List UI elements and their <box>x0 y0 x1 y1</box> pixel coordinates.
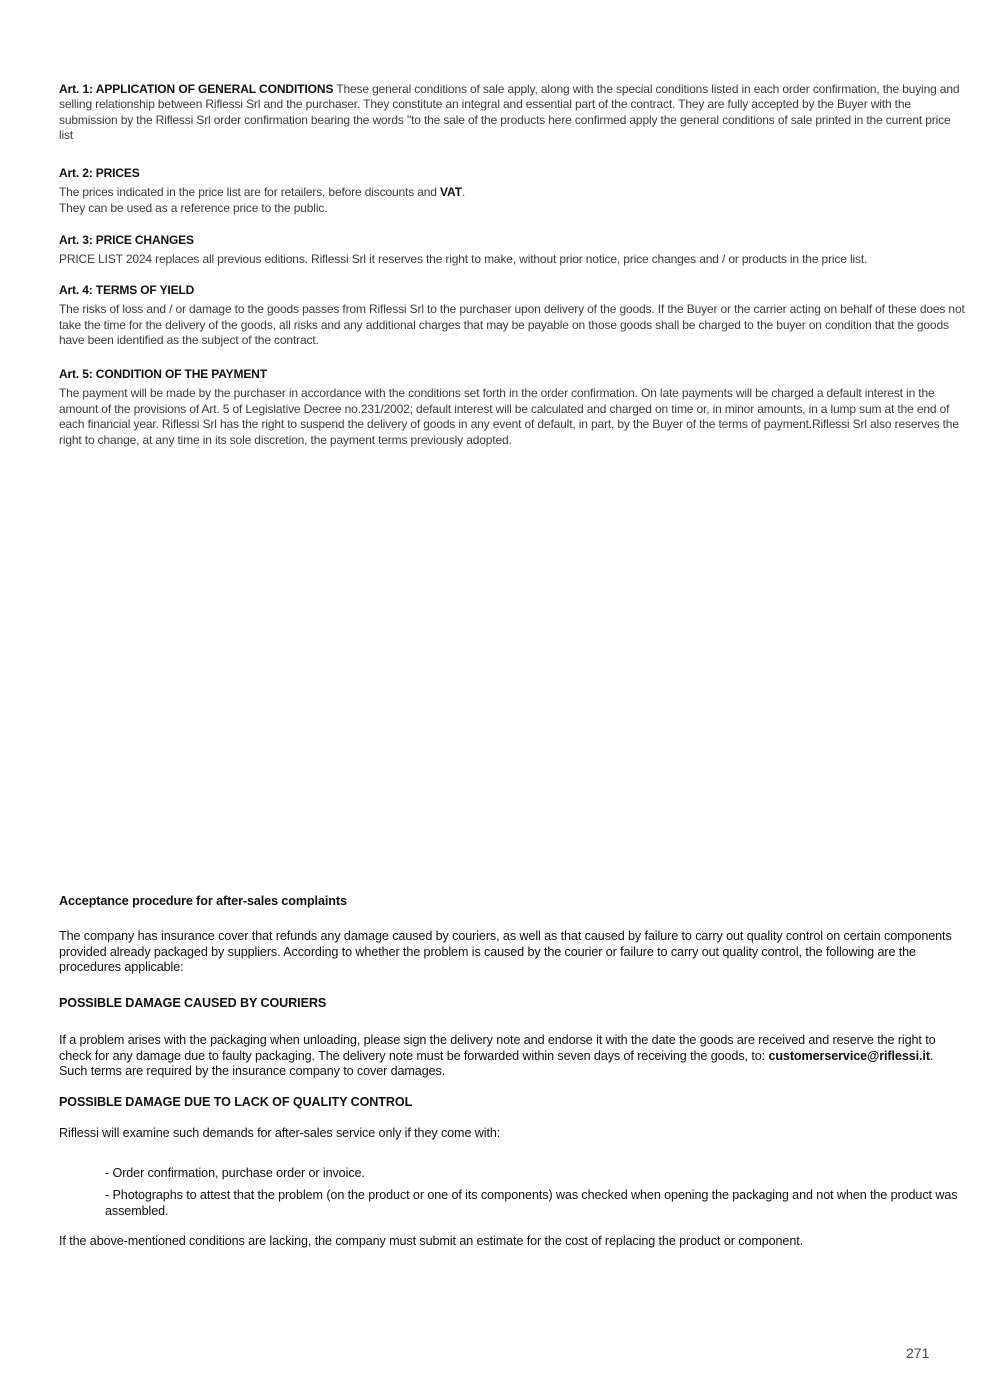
closing-text: If the above-mentioned conditions are lacking, the company must submit an estimate for the cost of replacing the product or component. <box>59 1234 804 1248</box>
couriers-text-end: . Such terms are required by the insurance company to cover damages. <box>59 1048 934 1079</box>
article-2-line1-text: The prices indicated in the price list are for retailers, before discounts and <box>59 185 441 200</box>
quality-title: POSSIBLE DAMAGE DUE TO LACK OF QUALITY CONTROL <box>59 1095 413 1109</box>
vat-label: VAT <box>440 185 462 200</box>
article-2-line1-end: . <box>461 185 466 200</box>
closing-block <box>59 1234 965 1250</box>
quality-intro-block <box>59 1126 965 1142</box>
couriers-text-block <box>59 1033 965 1080</box>
article-3-text: PRICE LIST 2024 replaces all previous editions. Riflessi Srl it reserves the right to make, without prior notice, price changes and / or products in the price list. <box>59 252 868 267</box>
article-1-text: These general conditions of sale apply, along with the special conditions listed in each order confirmation, the buying and selling relationship between Riflessi Srl and the purchaser. They constitute an integral and essential part of the contract. They are fully accepted by the Buyer with the submission by the Riflessi Srl order confirmation bearing the words "to the sale of the products here confirmed apply the general conditions of sale printed in the current price list <box>59 82 960 143</box>
complaints-title: Acceptance procedure for after-sales complaints <box>59 894 347 908</box>
article-5 <box>59 367 965 448</box>
quality-intro: Riflessi will examine such demands for after-sales service only if they come with: <box>59 1126 501 1140</box>
quality-title-block <box>59 1095 965 1111</box>
couriers-title: POSSIBLE DAMAGE CAUSED BY COURIERS <box>59 996 327 1010</box>
requirements-list-item <box>59 1166 965 1182</box>
complaints-intro: The company has insurance cover that refunds any damage caused by couriers, as well as that caused by failure to carry out quality control on certain components provided already packaged by suppliers. According to whether the problem is caused by the courier or failure to carry out quality control, the following are the procedures applicable: <box>59 929 952 975</box>
article-4-text: The risks of loss and / or damage to the goods passes from Riflessi Srl to the purchaser upon delivery of the goods. If the Buyer or the carrier acting on behalf of these does not take the time for the delivery of the goods, all risks and any additional charges that may be payable on those goods shall be charged to the buyer on condition that the goods have been identified as the subject of the contract. <box>59 302 965 348</box>
requirement-item-1: - Order confirmation, purchase order or invoice. <box>105 1166 365 1180</box>
article-2 <box>59 166 965 216</box>
article-2-title: Art. 2: PRICES <box>59 166 140 180</box>
article-2-line2: They can be used as a reference price to the public. <box>59 200 328 215</box>
article-4 <box>59 283 965 349</box>
article-3-title: Art. 3: PRICE CHANGES <box>59 233 194 247</box>
couriers-text: If a problem arises with the packaging when unloading, please sign the delivery note and endorse it with the date the goods are received and reserve the right to check for any damage due to faulty packaging. The delivery note must be forwarded within seven days of receiving the goods, to: <box>59 1033 936 1063</box>
complaints-title-block <box>59 894 965 910</box>
couriers-title-block <box>59 996 965 1012</box>
article-1-title: Art. 1: APPLICATION OF GENERAL CONDITIONS <box>59 82 334 96</box>
requirement-item-2: - Photographs to attest that the problem (on the product or one of its components) was checked when opening the packaging and not when the product was assembled. <box>105 1188 958 1218</box>
article-5-text: The payment will be made by the purchaser in accordance with the conditions set forth in the order confirmation. On late payments will be charged a default interest in the amount of the provisions of Art. 5 of Legislative Decree no.231/2002; default interest will be calculated and charged on time or, in minor amounts, in a lump sum at the end of each financial year. Riflessi Srl has the right to suspend the delivery of goods in any event of default, in part, by the Buyer of the terms of payment.Riflessi Srl also reserves the right to change, at any time in its sole discretion, the payment terms previously adopted. <box>59 386 959 447</box>
complaints-intro-block <box>59 929 965 976</box>
article-4-title: Art. 4: TERMS OF YIELD <box>59 283 195 297</box>
requirements-list-item <box>59 1188 965 1219</box>
article-1 <box>59 82 965 144</box>
page-number: 271 <box>906 1345 930 1361</box>
article-5-title: Art. 5: CONDITION OF THE PAYMENT <box>59 367 267 381</box>
article-3 <box>59 233 965 268</box>
customer-service-email: customerservice@riflessi.it <box>768 1048 930 1063</box>
